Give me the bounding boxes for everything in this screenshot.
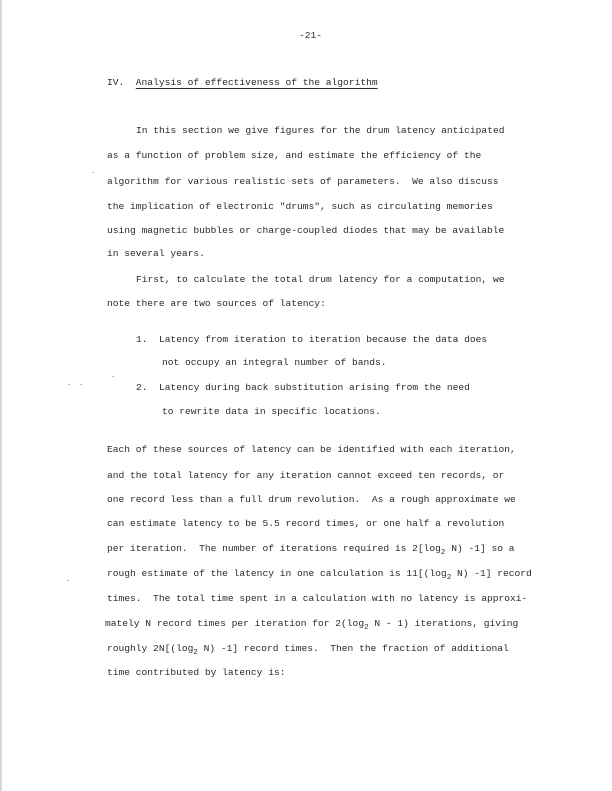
intro-line: algorithm for various realistic sets of parameters. We also discuss: [107, 176, 499, 187]
page-edge: [0, 0, 2, 791]
list-text: Latency during back substitution arising from the need: [159, 382, 470, 393]
intro-line: the implication of electronic "drums", such as circulating memories: [107, 201, 493, 212]
scan-speck: [68, 384, 70, 385]
intro-line: as a function of problem size, and estimate the efficiency of the: [107, 150, 482, 161]
list-item-1-continued: not occupy an integral number of bands.: [162, 357, 387, 368]
list-marker: 2.: [136, 382, 148, 393]
section-heading: [107, 77, 378, 89]
page-number: -21-: [299, 30, 323, 41]
list-marker: 1.: [136, 334, 148, 345]
paragraph-line: times. The total time spent in a calculation with no latency is approxi-: [107, 593, 528, 604]
text-segment: rough estimate of the latency in one calculation is 11[(log: [107, 568, 447, 579]
text-segment: mately N record times per iteration for 2(log: [105, 618, 365, 629]
paragraph-line: [107, 568, 532, 580]
list-item-2-continued: to rewrite data in specific locations.: [162, 406, 381, 417]
intro-line: using magnetic bubbles or charge-coupled diodes that may be available: [107, 225, 505, 236]
scan-speck: [67, 580, 69, 581]
paragraph-line: one record less than a full drum revolution. As a rough approximate we: [107, 494, 516, 505]
scan-speck: [80, 384, 82, 385]
log-base: 2: [446, 574, 452, 582]
paragraph-line: [107, 643, 509, 655]
section-title: Analysis of effectiveness of the algorithm: [135, 77, 378, 88]
paragraph-line: [105, 618, 518, 630]
text-segment: per iteration. The number of iterations required is 2[log: [107, 543, 441, 554]
paragraph-line: Each of these sources of latency can be identified with each iteration,: [107, 444, 516, 455]
text-segment: N - 1) iterations, giving: [368, 618, 519, 629]
log-base: 2: [193, 649, 198, 657]
list-item-1: [136, 334, 487, 346]
list-item-2: [136, 382, 470, 394]
section-number: IV.: [107, 77, 125, 88]
intro-line: In this section we give figures for the drum latency anticipated: [136, 125, 505, 136]
text-segment: N) -1] record: [451, 568, 532, 579]
paragraph-line: and the total latency for any iteration cannot exceed ten records, or: [107, 470, 505, 481]
first-line: First, to calculate the total drum latency for a computation, we: [136, 274, 505, 285]
text-segment: roughly 2N[(log: [107, 643, 194, 654]
scan-speck: [112, 376, 114, 377]
text-segment: N) -1] record times. Then the fraction of additional: [197, 643, 509, 654]
scan-speck: [92, 172, 94, 173]
log-base: 2: [364, 624, 369, 632]
text-segment: N) -1] so a: [445, 543, 515, 554]
paragraph-line: time contributed by latency is:: [107, 667, 286, 678]
log-base: 2: [440, 549, 446, 557]
first-line: note there are two sources of latency:: [107, 298, 326, 309]
paragraph-line: [107, 543, 515, 555]
paragraph-line: can estimate latency to be 5.5 record times, or one half a revolution: [107, 518, 505, 529]
intro-line: in several years.: [107, 248, 205, 259]
list-text: Latency from iteration to iteration because the data does: [159, 334, 488, 345]
